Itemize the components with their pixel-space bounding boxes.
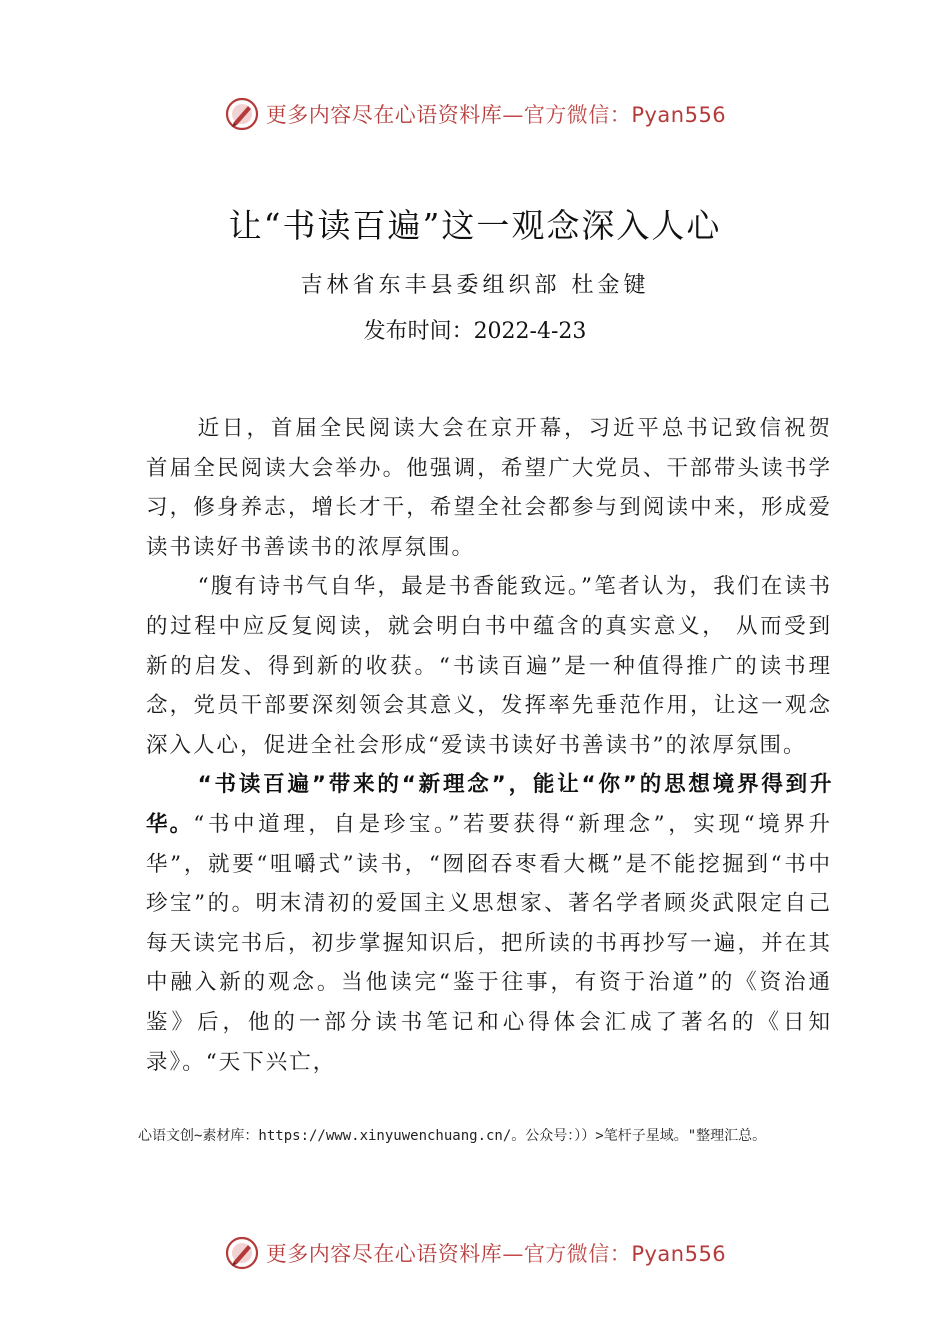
banner-handle-text: Pyan556	[631, 103, 727, 127]
paragraph-2: “腹有诗书气自华，最是书香能致远。”笔者认为，我们在读书的过程中应反复阅读，就会明白书中蕴含的真实意义， 从而受到新的启发、得到新的收获。“书读百遍”是一种值得推广的读书理念，党员干部要深刻领会其意义，发挥率先垂范作用，让这一观念深入人心，促进全社会形成“爱读书读好书善读书”的浓厚氛围。	[146, 574, 832, 758]
paragraph-3	[146, 765, 832, 1082]
footer-banner	[0, 1233, 950, 1273]
paragraph-3-heading: “书读百遍”带来的“新理念”，能让“你”的思想境界得到升华。	[146, 772, 832, 837]
article-author: 吉林省东丰县委组织部 杜金键	[300, 273, 650, 298]
banner-text	[266, 99, 726, 129]
article-title: 让“书读百遍”这一观念深入人心	[228, 206, 722, 245]
source-footnote: 心语文创~素材库：https://www.xinyuwenchuang.cn/。公众号：））>笔杆子星域。"整理汇总。	[138, 1128, 767, 1144]
header-banner	[0, 94, 950, 134]
pen-nib-logo-icon	[224, 1235, 260, 1271]
article-body	[146, 409, 832, 1082]
paragraph-3-text: “书中道理，自是珍宝。”若要获得“新理念”，实现“境界升华”，就要“咀嚼式”读书，“囫囵吞枣看大概”是不能挖掘到“书中珍宝”的。明末清初的爱国主义思想家、著名学者顾炎武限定自己每天读完书后，初步掌握知识后，把所读的书再抄写一遍，并在其中融入新的观念。当他读完“鉴于往事，有资于治道”的《资治通鉴》后，他的一部分读书笔记和心得体会汇成了著名的《日知录》。“天下兴亡，	[146, 811, 832, 1075]
banner-text	[266, 1238, 726, 1268]
paragraph-1: 近日，首届全民阅读大会在京开幕，习近平总书记致信祝贺首届全民阅读大会举办。他强调，希望广大党员、干部带头读书学习，修身养志，增长才干，希望全社会都参与到阅读中来，形成爱读书读好书善读书的浓厚氛围。	[146, 416, 832, 560]
banner-main-text: 更多内容尽在心语资料库	[265, 1242, 503, 1266]
banner-separator-text: —官方微信：	[502, 103, 632, 127]
banner-separator-text: —官方微信：	[502, 1242, 632, 1266]
banner-handle-text: Pyan556	[631, 1242, 727, 1266]
pen-nib-logo-icon	[224, 96, 260, 132]
publish-date: 发布时间：2022-4-23	[363, 319, 587, 344]
banner-main-text: 更多内容尽在心语资料库	[265, 103, 503, 127]
